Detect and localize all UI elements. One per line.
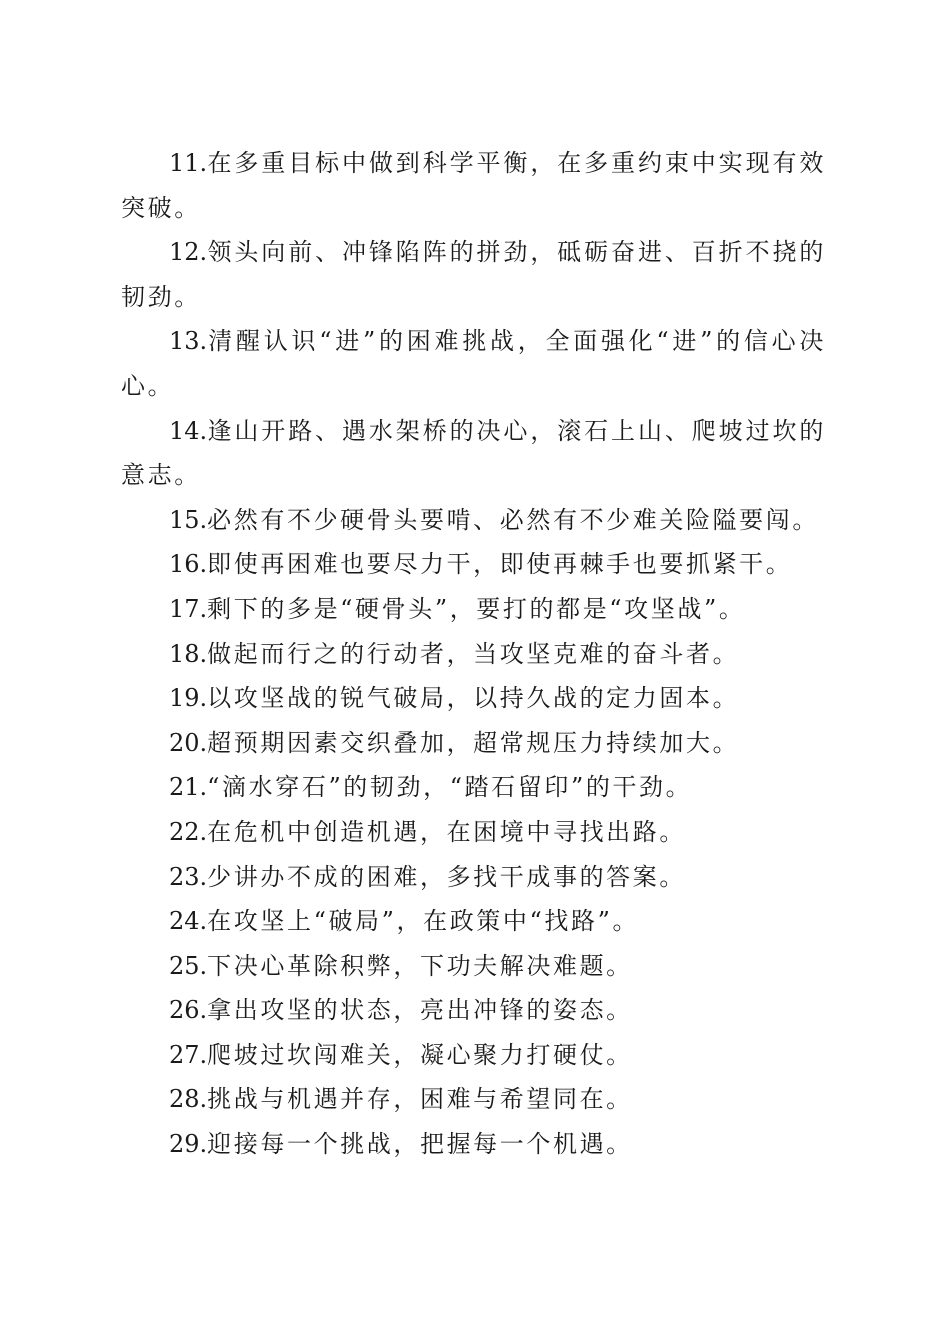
item-number: 25. xyxy=(169,951,208,980)
list-item xyxy=(121,1033,826,1078)
item-text: 超预期因素交织叠加，超常规压力持续加大。 xyxy=(207,728,740,757)
item-text: 在攻坚上“破局”，在政策中“找路”。 xyxy=(207,907,640,936)
list-item xyxy=(121,632,826,677)
item-number: 18. xyxy=(169,639,208,668)
list-item xyxy=(121,721,826,766)
list-item xyxy=(121,1122,826,1167)
item-number: 17. xyxy=(169,594,208,623)
item-text: 逢山开路、遇水架桥的决心，滚石上山、爬坡过坎的意志。 xyxy=(121,416,826,490)
list-item xyxy=(121,409,826,498)
item-text: 挑战与机遇并存，困难与希望同在。 xyxy=(207,1085,633,1114)
item-number: 29. xyxy=(169,1130,208,1159)
item-text: 在危机中创造机遇，在困境中寻找出路。 xyxy=(207,817,686,846)
item-number: 15. xyxy=(169,505,208,534)
item-text: 少讲办不成的困难，多找干成事的答案。 xyxy=(207,862,686,891)
item-number: 26. xyxy=(169,996,208,1025)
list-item xyxy=(121,542,826,587)
item-number: 11. xyxy=(169,149,208,177)
list-item xyxy=(121,141,826,230)
item-text: 剩下的多是“硬骨头”，要打的都是“攻坚战”。 xyxy=(207,594,746,623)
item-number: 24. xyxy=(169,907,208,936)
item-number: 23. xyxy=(169,862,208,891)
document-body xyxy=(121,141,826,1167)
list-item xyxy=(121,230,826,319)
list-item xyxy=(121,810,826,855)
list-item xyxy=(121,676,826,721)
item-number: 14. xyxy=(169,416,208,445)
item-number: 27. xyxy=(169,1040,208,1069)
item-text: 爬坡过坎闯难关，凝心聚力打硬仗。 xyxy=(207,1040,633,1069)
item-text: 领头向前、冲锋陷阵的拼劲，砥砺奋进、百折不挠的韧劲。 xyxy=(121,238,826,311)
item-text: 必然有不少硬骨头要啃、必然有不少难关险隘要闯。 xyxy=(207,505,819,534)
item-text: 在多重目标中做到科学平衡，在多重约束中实现有效突破。 xyxy=(121,149,826,222)
list-item xyxy=(121,855,826,900)
item-number: 28. xyxy=(169,1085,208,1114)
list-item xyxy=(121,1077,826,1122)
item-text: “滴水穿石”的韧劲，“踏石留印”的干劲。 xyxy=(207,773,693,802)
item-number: 20. xyxy=(169,728,208,757)
item-number: 16. xyxy=(169,550,208,579)
list-item xyxy=(121,587,826,632)
list-item xyxy=(121,899,826,944)
list-item xyxy=(121,765,826,810)
item-text: 下决心革除积弊，下功夫解决难题。 xyxy=(207,951,633,980)
item-text: 即使再困难也要尽力干，即使再棘手也要抓紧干。 xyxy=(207,550,793,579)
list-item xyxy=(121,944,826,989)
item-text: 以攻坚战的锐气破局，以持久战的定力固本。 xyxy=(207,684,740,713)
item-text: 做起而行之的行动者，当攻坚克难的奋斗者。 xyxy=(207,639,740,668)
item-text: 拿出攻坚的状态，亮出冲锋的姿态。 xyxy=(207,996,633,1025)
item-number: 21. xyxy=(169,773,208,802)
item-number: 22. xyxy=(169,817,208,846)
item-text: 迎接每一个挑战，把握每一个机遇。 xyxy=(207,1130,633,1159)
list-item xyxy=(121,319,826,408)
list-item xyxy=(121,988,826,1033)
item-number: 19. xyxy=(169,684,208,713)
item-text: 清醒认识“进”的困难挑战，全面强化“进”的信心决心。 xyxy=(121,327,826,400)
list-item xyxy=(121,498,826,543)
item-number: 13. xyxy=(169,327,208,356)
item-number: 12. xyxy=(169,238,208,267)
